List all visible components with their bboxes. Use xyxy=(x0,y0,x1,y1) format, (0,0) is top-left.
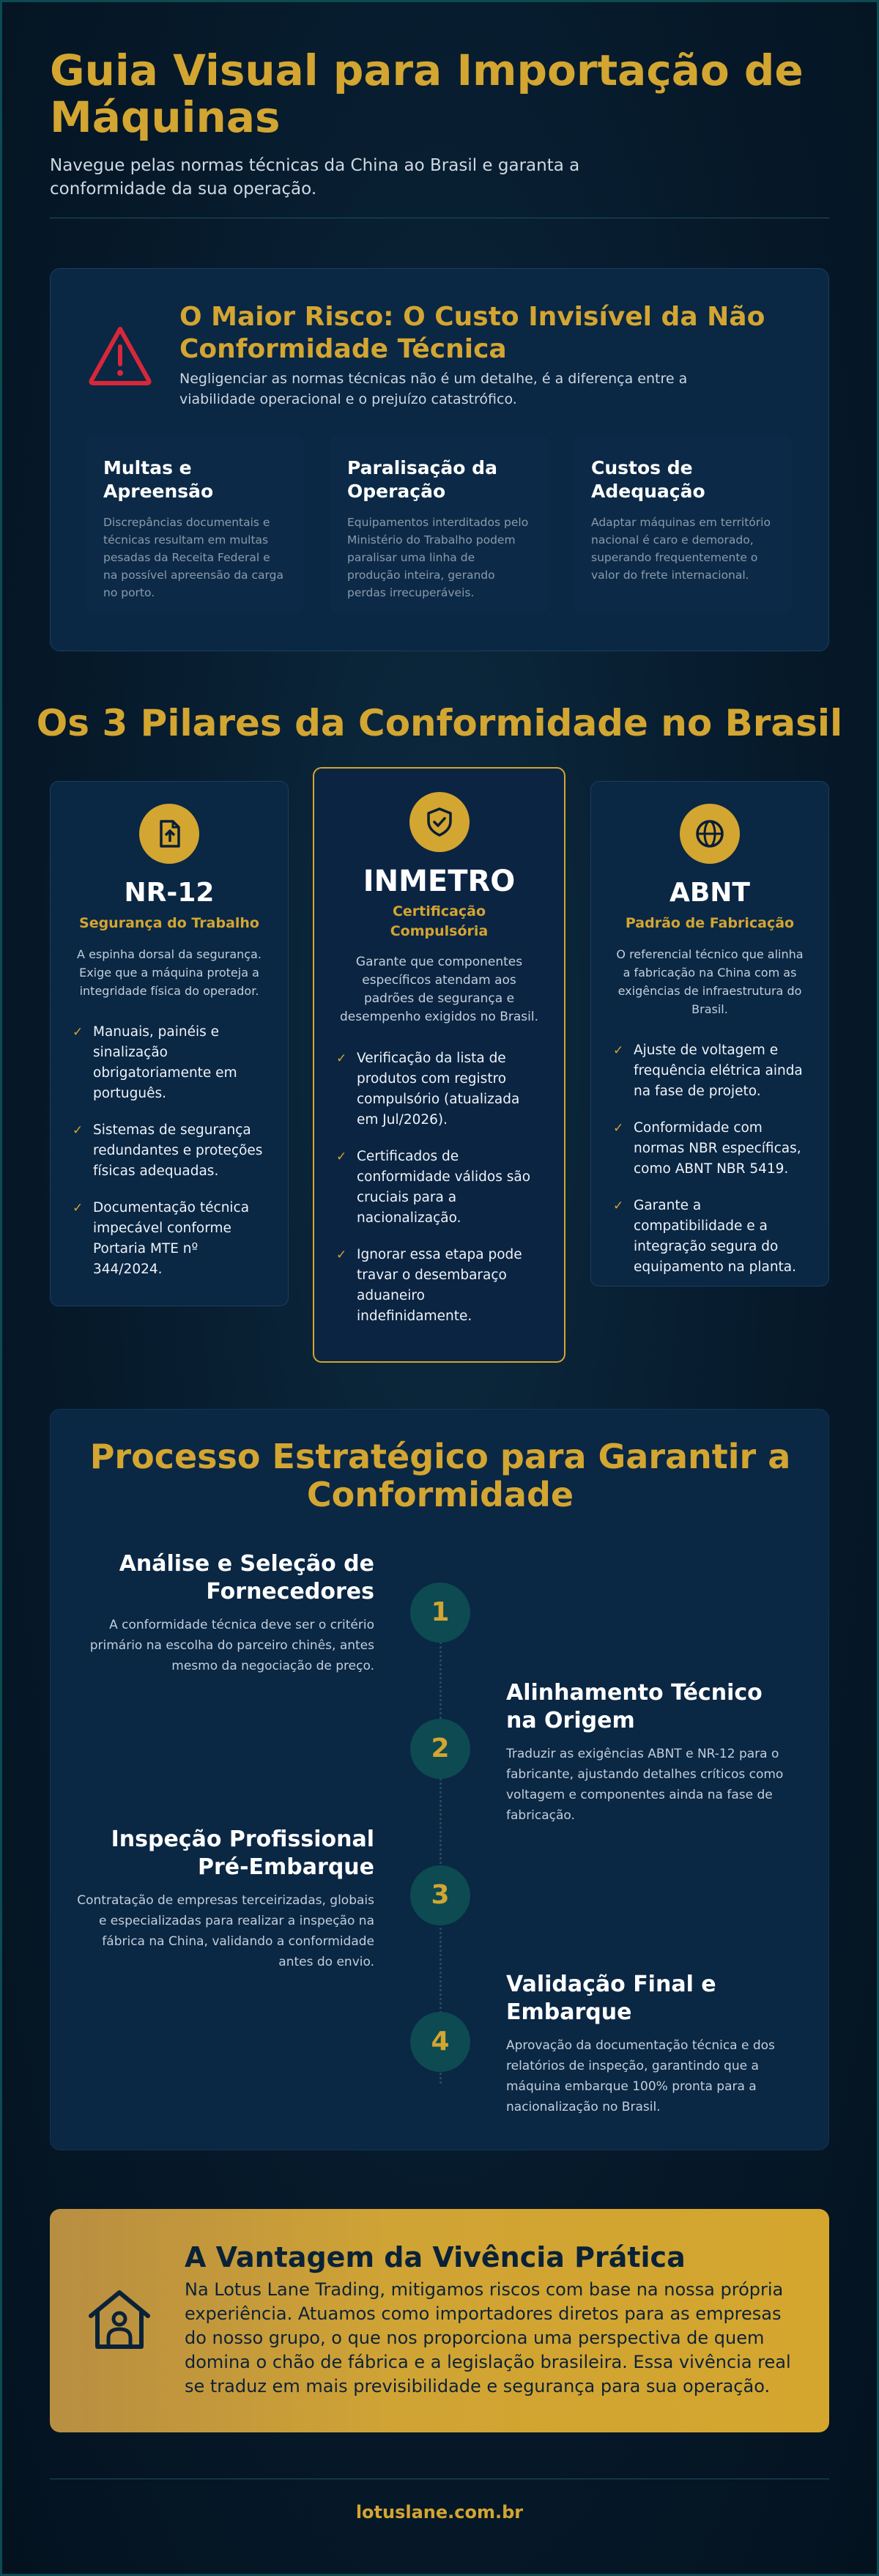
check-icon: ✓ xyxy=(336,1051,347,1066)
bullet-text: Garante a compatibilidade e a integração segura do equipamento na planta. xyxy=(634,1198,797,1275)
risk-item-title: Multas e Apreensão xyxy=(103,457,214,502)
step-number-2: 2 xyxy=(410,1719,470,1779)
risk-item-text: Equipamentos interditados pelo Ministério do Trabalho podem paralisar uma linha de produção inteira, gerando perdas irrecuperáveis. xyxy=(347,516,529,599)
pillar-bullets xyxy=(314,1048,564,1327)
globe-icon xyxy=(680,804,740,864)
process-section xyxy=(50,1409,829,2150)
pillar-abnt xyxy=(590,781,829,1287)
risk-card xyxy=(50,268,829,651)
pillar-bullet xyxy=(336,1048,542,1130)
process-title: Processo Estratégico para Garantir a Conformidade xyxy=(89,1437,791,1514)
document-upload-icon xyxy=(139,804,199,864)
risk-item-shutdown xyxy=(330,436,548,612)
pillar-bullet xyxy=(73,1022,266,1104)
check-icon: ✓ xyxy=(73,1201,84,1215)
advantage-text: Na Lotus Lane Trading, mitigamos riscos com base na nossa própria experiência. Atuamos como importadores diretos para as empresas do nosso grupo, o que nos proporciona uma perspectiva de quem domina o chão de fábrica e a legislação brasileira. Essa vivência real se traduz em mais previsibilidade e segurança para sua operação. xyxy=(185,2279,791,2397)
pillar-subtitle: Certificação Compulsória xyxy=(390,903,489,939)
risk-item-costs xyxy=(574,436,792,612)
step-number-3: 3 xyxy=(410,1865,470,1925)
pillars-title: Os 3 Pilares da Conformidade no Brasil xyxy=(36,702,843,744)
risk-item-title: Custos de Adequação xyxy=(591,457,705,502)
pillar-description: A espinha dorsal da segurança. Exige que a máquina proteja a integridade física do operador. xyxy=(77,947,262,998)
advantage-banner xyxy=(50,2209,829,2432)
pillar-bullet xyxy=(613,1040,806,1102)
process-step-1 xyxy=(74,1550,374,1676)
pillar-name: INMETRO xyxy=(363,865,516,898)
pillar-bullet xyxy=(613,1196,806,1278)
pillar-description: O referencial técnico que alinha a fabricação na China com as exigências de infraestrutura do Brasil. xyxy=(616,947,804,1016)
bullet-text: Ajuste de voltagem e frequência elétrica ainda na fase de projeto. xyxy=(634,1043,803,1099)
pillar-bullet xyxy=(73,1198,266,1280)
step-title: Validação Final e Embarque xyxy=(506,1972,716,2025)
risk-title: O Maior Risco: O Custo Invisível da Não Conformidade Técnica xyxy=(179,302,765,364)
pillar-bullet xyxy=(336,1245,542,1327)
pillar-name: NR-12 xyxy=(124,878,215,908)
page-title: Guia Visual para Importação de Máquinas xyxy=(50,45,804,142)
bullet-text: Verificação da lista de produtos com registro compulsório (atualizada em Jul/2026). xyxy=(357,1051,520,1128)
step-title: Análise e Seleção de Fornecedores xyxy=(119,1551,374,1605)
pillar-inmetro xyxy=(313,767,565,1363)
pillar-bullets xyxy=(51,1022,288,1280)
advantage-title: A Vantagem da Vivência Prática xyxy=(185,2241,686,2273)
check-icon: ✓ xyxy=(336,1248,347,1262)
step-text: A conformidade técnica deve ser o critério primário na escolha do parceiro chinês, antes mesmo da negociação de preço. xyxy=(89,1618,374,1673)
risk-item-text: Adaptar máquinas em território nacional é caro e demorado, superando frequentemente o valor do frete internacional. xyxy=(591,516,771,582)
pillar-nr12 xyxy=(50,781,289,1306)
house-person-icon xyxy=(85,2287,154,2353)
process-step-2 xyxy=(506,1679,799,1826)
pillar-bullets xyxy=(591,1040,828,1278)
pillar-subtitle: Padrão de Fabricação xyxy=(625,915,795,931)
page-header xyxy=(50,47,829,201)
check-icon: ✓ xyxy=(613,1043,624,1058)
process-step-4 xyxy=(506,1971,799,2117)
page-subtitle: Navegue pelas normas técnicas da China ao Brasil e garanta a conformidade da sua operação. xyxy=(50,156,580,199)
step-text: Traduzir as exigências ABNT e NR-12 para o fabricante, ajustando detalhes críticos como voltagem e componentes ainda na fase de fabricação. xyxy=(506,1747,784,1823)
pillar-bullet xyxy=(613,1118,806,1180)
shield-check-icon xyxy=(409,792,470,852)
risk-item-text: Discrepâncias documentais e técnicas resultam em multas pesadas da Receita Federal e na possível apreensão da carga no porto. xyxy=(103,516,283,599)
step-number-1: 1 xyxy=(410,1583,470,1643)
bullet-text: Ignorar essa etapa pode travar o desembaraço aduaneiro indefinidamente. xyxy=(357,1247,522,1324)
process-step-3 xyxy=(74,1826,374,1972)
check-icon: ✓ xyxy=(336,1150,347,1164)
check-icon: ✓ xyxy=(73,1025,84,1040)
risk-item-fines xyxy=(86,436,304,612)
step-number-4: 4 xyxy=(410,2012,470,2072)
bullet-text: Conformidade com normas NBR específicas, como ABNT NBR 5419. xyxy=(634,1120,801,1177)
pillar-name: ABNT xyxy=(670,878,750,908)
bullet-text: Manuais, painéis e sinalização obrigatoriamente em português. xyxy=(93,1024,237,1101)
bullet-text: Certificados de conformidade válidos são cruciais para a nacionalização. xyxy=(357,1149,531,1226)
pillar-bullet xyxy=(73,1120,266,1182)
warning-triangle-icon xyxy=(87,325,153,386)
step-text: Contratação de empresas terceirizadas, globais e especializadas para realizar a inspeção na fábrica na China, validando a conformidade antes do envio. xyxy=(77,1893,374,1969)
pillar-subtitle: Segurança do Trabalho xyxy=(79,915,259,931)
risk-item-title: Paralisação da Operação xyxy=(347,457,497,502)
footer-link[interactable]: lotuslane.com.br xyxy=(355,2502,524,2523)
pillar-bullet xyxy=(336,1147,542,1229)
bullet-text: Documentação técnica impecável conforme Portaria MTE nº 344/2024. xyxy=(93,1200,250,1277)
bullet-text: Sistemas de segurança redundantes e proteções físicas adequadas. xyxy=(93,1122,263,1179)
pillar-description: Garante que componentes específicos atendam aos padrões de segurança e desempenho exigidos no Brasil. xyxy=(340,955,538,1024)
step-title: Inspeção Profissional Pré-Embarque xyxy=(111,1826,374,1880)
step-title: Alinhamento Técnico na Origem xyxy=(506,1680,763,1733)
check-icon: ✓ xyxy=(73,1123,84,1138)
risk-lead: Negligenciar as normas técnicas não é um detalhe, é a diferença entre a viabilidade operacional e o prejuízo catastrófico. xyxy=(179,371,688,407)
step-text: Aprovação da documentação técnica e dos relatórios de inspeção, garantindo que a máquina embarque 100% pronta para a nacionalização no Brasil. xyxy=(506,2038,775,2114)
check-icon: ✓ xyxy=(613,1121,624,1136)
check-icon: ✓ xyxy=(613,1199,624,1213)
